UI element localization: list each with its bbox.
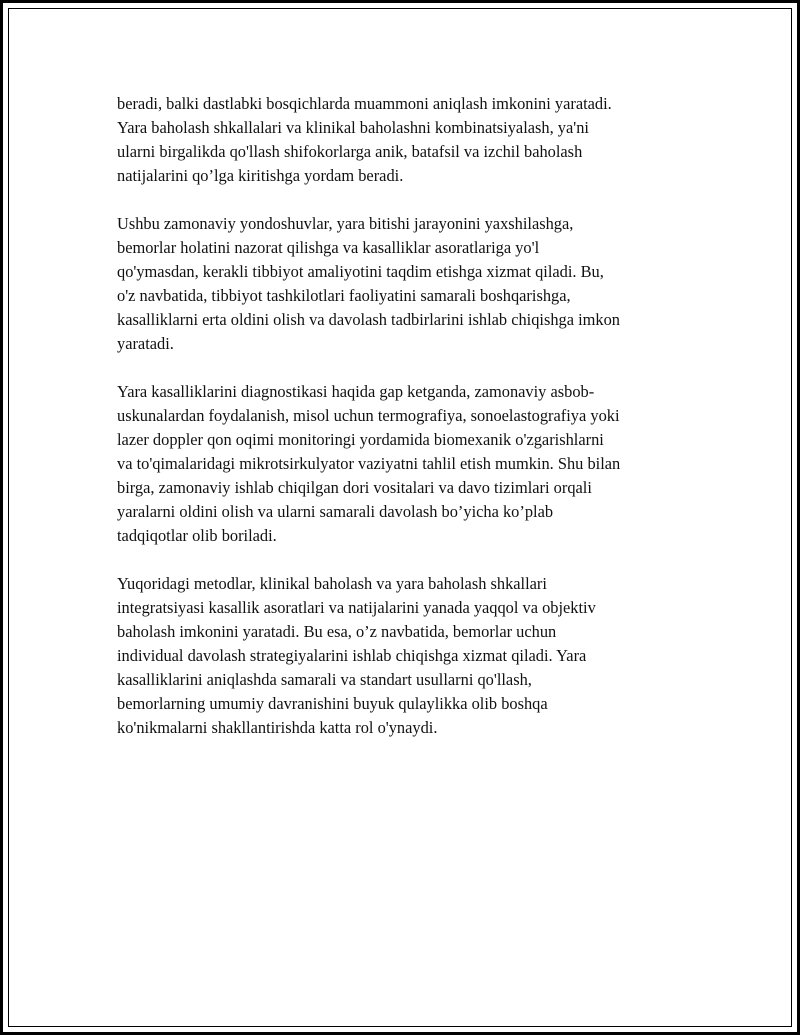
text-line: va to'qimalaridagi mikrotsirkulyator vaziyatni tahlil etish mumkin. Shu bilan (117, 454, 621, 473)
text-line: baholash imkonini yaratadi. Bu esa, o’z navbatida, bemorlar uchun (117, 622, 557, 641)
text-line: yaralarni oldini olish va ularni samarali davolash bo’yicha ko’plab (117, 502, 554, 521)
paragraph-gap (117, 188, 697, 212)
paragraph (117, 572, 697, 740)
text-line: individual davolash strategiyalarini ishlab chiqishga xizmat qiladi. Yara (117, 646, 587, 665)
paragraph (117, 212, 697, 356)
text-line: bemorlar holatini nazorat qilishga va kasalliklar asoratlariga yo'l (117, 238, 540, 257)
text-line: integratsiyasi kasallik asoratlari va natijalarini yanada yaqqol va objektiv (117, 598, 596, 617)
text-line: Yuqoridagi metodlar, klinikal baholash va yara baholash shkallari (117, 574, 547, 593)
text-line: lazer doppler qon oqimi monitoringi yordamida biomexanik o'zgarishlarni (117, 430, 604, 449)
text-line: kasalliklarini aniqlashda samarali va standart usullarni qo'llash, (117, 670, 532, 689)
text-line: ularni birgalikda qo'llash shifokorlarga anik, batafsil va izchil baholash (117, 142, 583, 161)
text-line: o'z navbatida, tibbiyot tashkilotlari faoliyatini samarali boshqarishga, (117, 286, 571, 305)
paragraph (117, 380, 697, 548)
text-line: yaratadi. (117, 334, 174, 353)
paragraph-gap (117, 548, 697, 572)
text-line: qo'ymasdan, kerakli tibbiyot amaliyotini taqdim etishga xizmat qiladi. Bu, (117, 262, 604, 281)
text-line: beradi, balki dastlabki bosqichlarda muammoni aniqlash imkonini yaratadi. (117, 94, 612, 113)
text-line: kasalliklarni erta oldini olish va davolash tadbirlarini ishlab chiqishga imkon (117, 310, 620, 329)
text-line: Ushbu zamonaviy yondoshuvlar, yara bitishi jarayonini yaxshilashga, (117, 214, 574, 233)
text-line: tadqiqotlar olib boriladi. (117, 526, 277, 545)
text-line: bemorlarning umumiy davranishini buyuk qulaylikka olib boshqa (117, 694, 548, 713)
text-line: natijalarini qo’lga kiritishga yordam beradi. (117, 166, 404, 185)
paragraph-gap (117, 356, 697, 380)
text-line: uskunalardan foydalanish, misol uchun termografiya, sonoelastografiya yoki (117, 406, 620, 425)
paragraph (117, 92, 697, 188)
document-body (117, 92, 697, 740)
text-line: birga, zamonaviy ishlab chiqilgan dori vositalari va davo tizimlari orqali (117, 478, 592, 497)
text-line: Yara baholash shkallalari va klinikal baholashni kombinatsiyalash, ya'ni (117, 118, 589, 137)
text-line: Yara kasalliklarini diagnostikasi haqida gap ketganda, zamonaviy asbob- (117, 382, 595, 401)
text-line: ko'nikmalarni shakllantirishda katta rol o'ynaydi. (117, 718, 438, 737)
